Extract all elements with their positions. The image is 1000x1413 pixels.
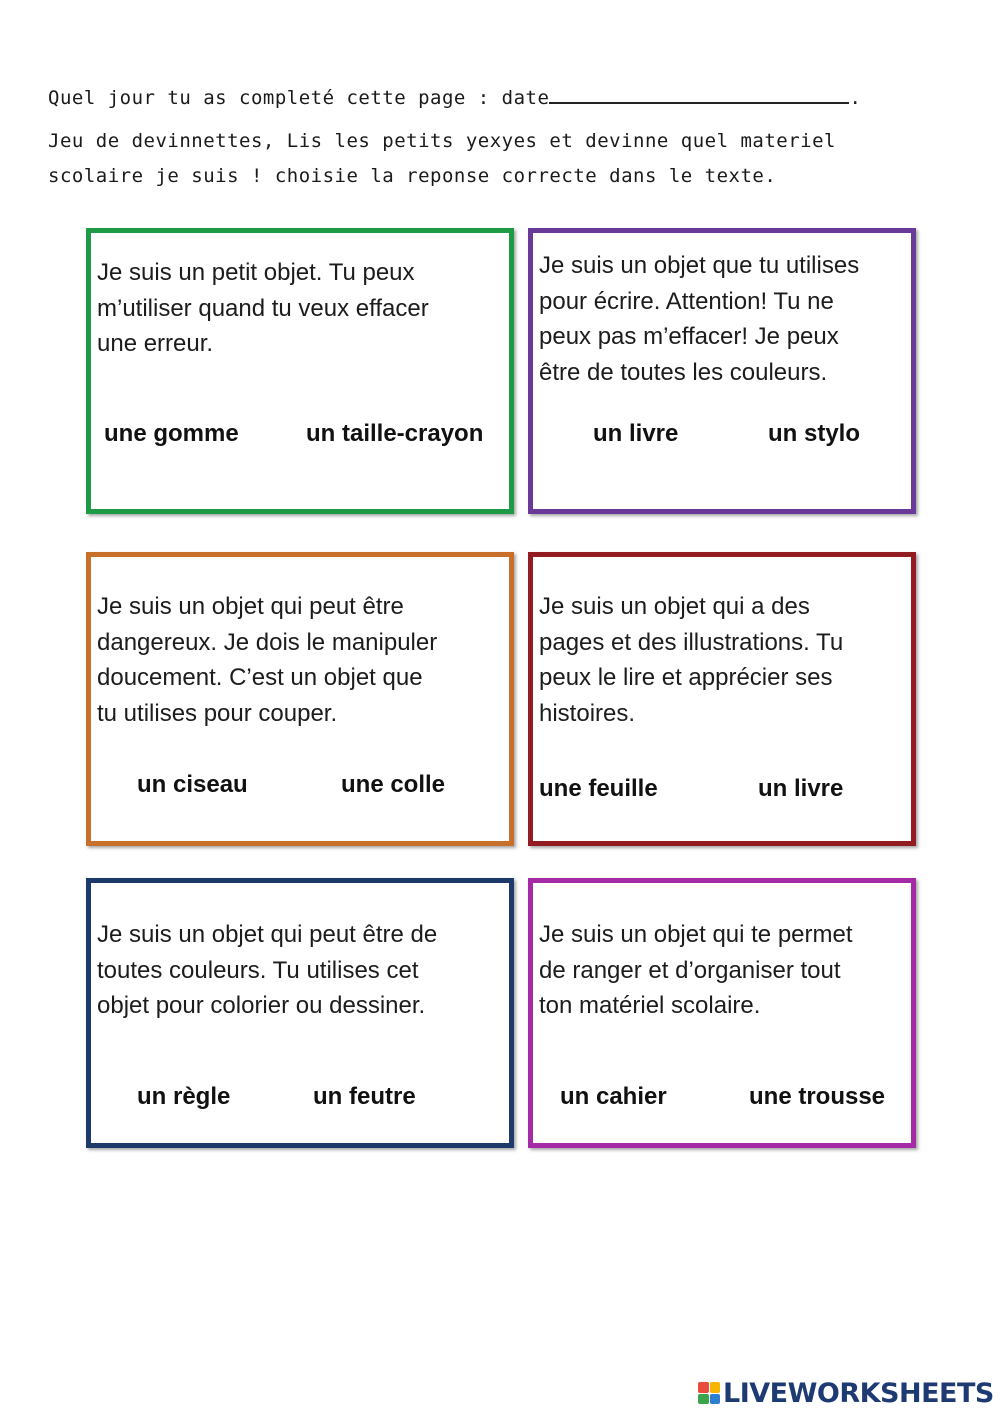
riddle-line: ton matériel scolaire. (539, 992, 761, 1019)
riddle-line: doucement. C’est un objet que (97, 664, 423, 691)
riddle-card-6 (528, 878, 916, 1148)
riddle-text (539, 589, 907, 731)
riddle-line: être de toutes les couleurs. (539, 358, 828, 386)
riddle-card-4 (528, 552, 916, 846)
answer-choice-1[interactable]: un ciseau (137, 771, 248, 798)
answer-choice-1[interactable]: une gomme (104, 420, 239, 447)
riddle-line: pour écrire. Attention! Tu ne (539, 287, 834, 315)
date-end: . (849, 87, 862, 109)
riddle-line: Je suis un petit objet. Tu peux (97, 259, 415, 286)
logo-square-4 (710, 1394, 721, 1405)
riddle-line: Je suis un objet que tu utilises (539, 252, 860, 279)
riddle-line: peux le lire et apprécier ses (539, 664, 833, 691)
riddle-text (97, 917, 505, 1024)
logo-square-2 (710, 1382, 721, 1393)
riddle-card-3 (86, 552, 514, 846)
answer-choice-2[interactable]: un livre (758, 775, 844, 802)
answer-choice-2[interactable]: un feutre (313, 1083, 416, 1110)
riddle-line: Je suis un objet qui a des (539, 593, 810, 620)
answer-choice-1[interactable]: un cahier (560, 1083, 667, 1110)
logo-square-3 (698, 1394, 709, 1405)
riddle-line: de ranger et d’organiser tout (539, 956, 841, 984)
liveworksheets-logo[interactable] (698, 1378, 994, 1408)
riddle-line: objet pour colorier ou dessiner. (97, 992, 426, 1019)
riddle-line: une erreur. (97, 330, 214, 357)
instruction-line-2: scolaire je suis ! choisie la reponse correcte dans le texte. (48, 165, 777, 187)
answer-choice-2[interactable]: un stylo (768, 420, 861, 447)
riddle-line: m’utiliser quand tu veux effacer (97, 294, 429, 322)
answer-choice-2[interactable]: une trousse (749, 1083, 886, 1110)
logo-square-1 (698, 1382, 709, 1393)
date-blank-line[interactable] (549, 86, 849, 104)
riddle-card-5 (86, 878, 514, 1148)
riddle-line: histoires. (539, 699, 636, 727)
riddle-line: tu utilises pour couper. (97, 699, 338, 727)
answer-choice-1[interactable]: une feuille (539, 775, 658, 802)
riddle-text (539, 248, 907, 390)
riddle-text (97, 255, 505, 362)
date-prompt-text: Quel jour tu as completé cette page : date (48, 87, 550, 109)
riddle-line: Je suis un objet qui te permet (539, 921, 853, 948)
riddle-line: peux pas m’effacer! Je peux (539, 323, 839, 350)
riddle-card-1 (86, 228, 514, 514)
riddle-line: Je suis un objet qui peut être (97, 593, 404, 620)
answer-choice-2[interactable]: une colle (341, 771, 446, 798)
liveworksheets-logo-icon (698, 1382, 720, 1404)
riddle-line: Je suis un objet qui peut être de (97, 921, 438, 948)
riddle-text (97, 589, 505, 731)
riddle-line: dangereux. Je dois le manipuler (97, 628, 438, 656)
answer-choice-1[interactable]: un règle (137, 1083, 231, 1110)
riddle-card-2 (528, 228, 916, 514)
riddle-text (539, 917, 907, 1024)
logo-text: LIVEWORKSHEETS (723, 1377, 994, 1409)
date-prompt (48, 86, 861, 109)
instruction-line-1: Jeu de devinnettes, Lis les petits yexyes et devinne quel materiel (48, 130, 836, 152)
riddle-line: toutes couleurs. Tu utilises cet (97, 956, 419, 984)
answer-choice-1[interactable]: un livre (593, 420, 679, 447)
answer-choice-2[interactable]: un taille-crayon (306, 420, 484, 447)
riddle-line: pages et des illustrations. Tu (539, 628, 844, 656)
